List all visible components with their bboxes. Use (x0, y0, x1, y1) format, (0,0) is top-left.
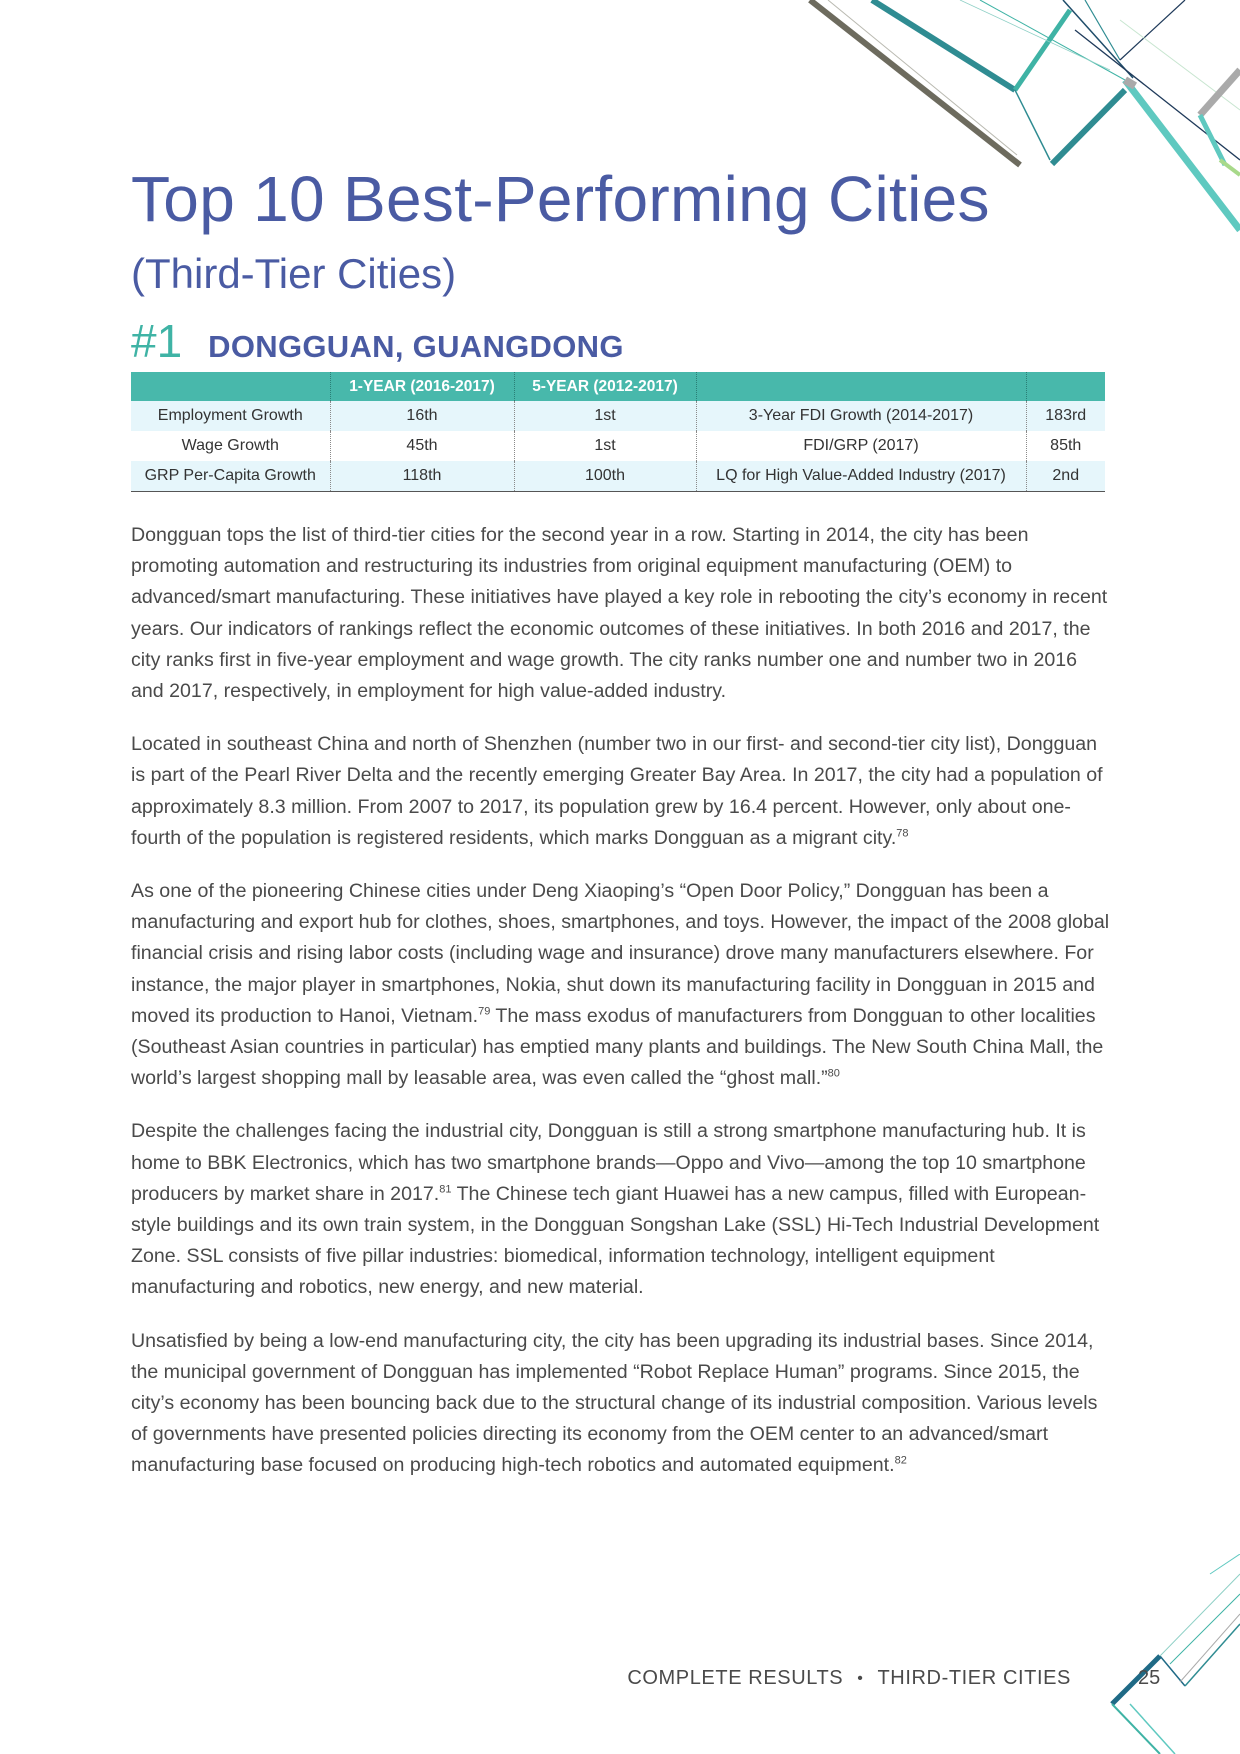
paragraph (131, 729, 1111, 854)
table-cell: 16th (330, 401, 514, 431)
table-header-cell: 1-YEAR (2016-2017) (330, 372, 514, 401)
paragraph-text: The Chinese tech giant Huawei has a new campus, filled with European-style buildings and its own train system, in the Dongguan Songshan Lake (SSL) Hi-Tech Industrial Development Zone. SSL consists of five pillar industries: biomedical, information technology, intelligent equipment manufacturing and robotics, new energy, and new material. (131, 1182, 1100, 1299)
city-name: DONGGUAN, GUANGDONG (208, 329, 624, 364)
page-number: 25 (1138, 1667, 1161, 1689)
table-cell: 1st (514, 401, 696, 431)
footer-section: COMPLETE RESULTS (627, 1667, 844, 1689)
table-cell: FDI/GRP (2017) (696, 431, 1026, 461)
table-cell: 45th (330, 431, 514, 461)
table-header-row (131, 372, 1105, 401)
table-header-cell (1026, 372, 1105, 401)
city-heading (131, 314, 624, 368)
table-row (131, 431, 1105, 461)
table-row (131, 401, 1105, 431)
decorative-lines-bottom (1080, 1554, 1240, 1754)
table-header-cell (696, 372, 1026, 401)
footer-subsection: THIRD-TIER CITIES (877, 1667, 1071, 1689)
paragraph-text: The mass exodus of manufacturers from Dongguan to other localities (Southeast Asian countries in particular) has emptied many plants and buildings. The New South China Mall, the world’s largest shopping mall by leasable area, was even called the “ghost mall.” (131, 1004, 1104, 1090)
footnote-ref: 80 (827, 1067, 840, 1080)
table-cell: LQ for High Value-Added Industry (2017) (696, 461, 1026, 492)
paragraph-text: Dongguan tops the list of third-tier cities for the second year in a row. Starting in 2014, the city has been promoting automation and restructuring its industries from original equipment manufacturing (OEM) to advanced/smart manufacturing. These initiatives have played a key role in rebooting the city’s economy in recent years. Our indicators of rankings reflect the economic outcomes of these initiatives. In both 2016 and 2017, the city ranks first in five-year employment and wage growth. The city ranks number one and number two in 2016 and 2017, respectively, in employment for high value-added industry. (131, 524, 1108, 703)
paragraph (131, 1326, 1111, 1482)
table-header-cell (131, 372, 330, 401)
paragraph-text: As one of the pioneering Chinese cities under Deng Xiaoping’s “Open Door Policy,” Dongguan has been a manufacturing and export hub for clothes, shoes, smartphones, and toys. However, the impact of the 2008 global financial crisis and rising labor costs (including wage and insurance) drove many manufacturers elsewhere. For instance, the major player in smartphones, Nokia, shut down its manufacturing facility in Dongguan in 2015 and moved its production to Hanoi, Vietnam. (131, 880, 1110, 1027)
paragraph-text: Despite the challenges facing the industrial city, Dongguan is still a strong smartphone manufacturing hub. It is home to BBK Electronics, which has two smartphone brands—Oppo and Vivo—among the top 10 smartphone producers by market share in 2017. (131, 1120, 1086, 1205)
footnote-ref: 81 (439, 1183, 452, 1196)
table-cell: 2nd (1026, 461, 1105, 492)
paragraph-text: Unsatisfied by being a low-end manufacturing city, the city has been upgrading its industrial bases. Since 2014, the municipal government of Dongguan has implemented “Robot Replace Human” programs. Since 2015, the city’s economy has been bouncing back due to the structural change of its industrial composition. Various levels of governments have presented policies directing its economy from the OEM center to an advanced/smart manufacturing base focused on producing high-tech robotics and automated equipment. (131, 1329, 1098, 1477)
table-cell: Wage Growth (131, 431, 330, 461)
table-cell: 183rd (1026, 401, 1105, 431)
paragraph (131, 876, 1111, 1094)
table-cell: Employment Growth (131, 401, 330, 431)
paragraph (131, 1116, 1111, 1303)
footnote-ref: 79 (478, 1005, 491, 1018)
table-cell: 85th (1050, 437, 1082, 454)
footnote-ref: 82 (894, 1454, 907, 1467)
page-title: Top 10 Best-Performing Cities (131, 163, 990, 235)
page-footer (627, 1667, 1071, 1690)
table-cell: GRP Per-Capita Growth (131, 461, 330, 492)
table-cell: 118th (330, 461, 514, 492)
rankings-table (131, 372, 1105, 492)
paragraph-text: Located in southeast China and north of Shenzhen (number two in our first- and second-tier city list), Dongguan is part of the Pearl River Delta and the recently emerging Greater Bay Area. In 2017, the city had a population of approximately 8.3 million. From 2007 to 2017, its population grew by 16.4 percent. However, only about one-fourth of the population is registered residents, which marks Dongguan as a migrant city. (131, 733, 1103, 849)
table-cell: 100th (514, 461, 696, 492)
city-rank: #1 (131, 315, 183, 367)
footer-separator: • (857, 1669, 864, 1687)
article-body (131, 520, 1111, 1504)
table-row (131, 461, 1105, 492)
footnote-ref: 78 (896, 827, 909, 840)
table-cell: 1st (514, 431, 696, 461)
paragraph (131, 520, 1111, 707)
page-subtitle: (Third-Tier Cities) (131, 250, 457, 297)
table-header-cell: 5-YEAR (2012-2017) (514, 372, 696, 401)
table-cell: 3-Year FDI Growth (2014-2017) (696, 401, 1026, 431)
